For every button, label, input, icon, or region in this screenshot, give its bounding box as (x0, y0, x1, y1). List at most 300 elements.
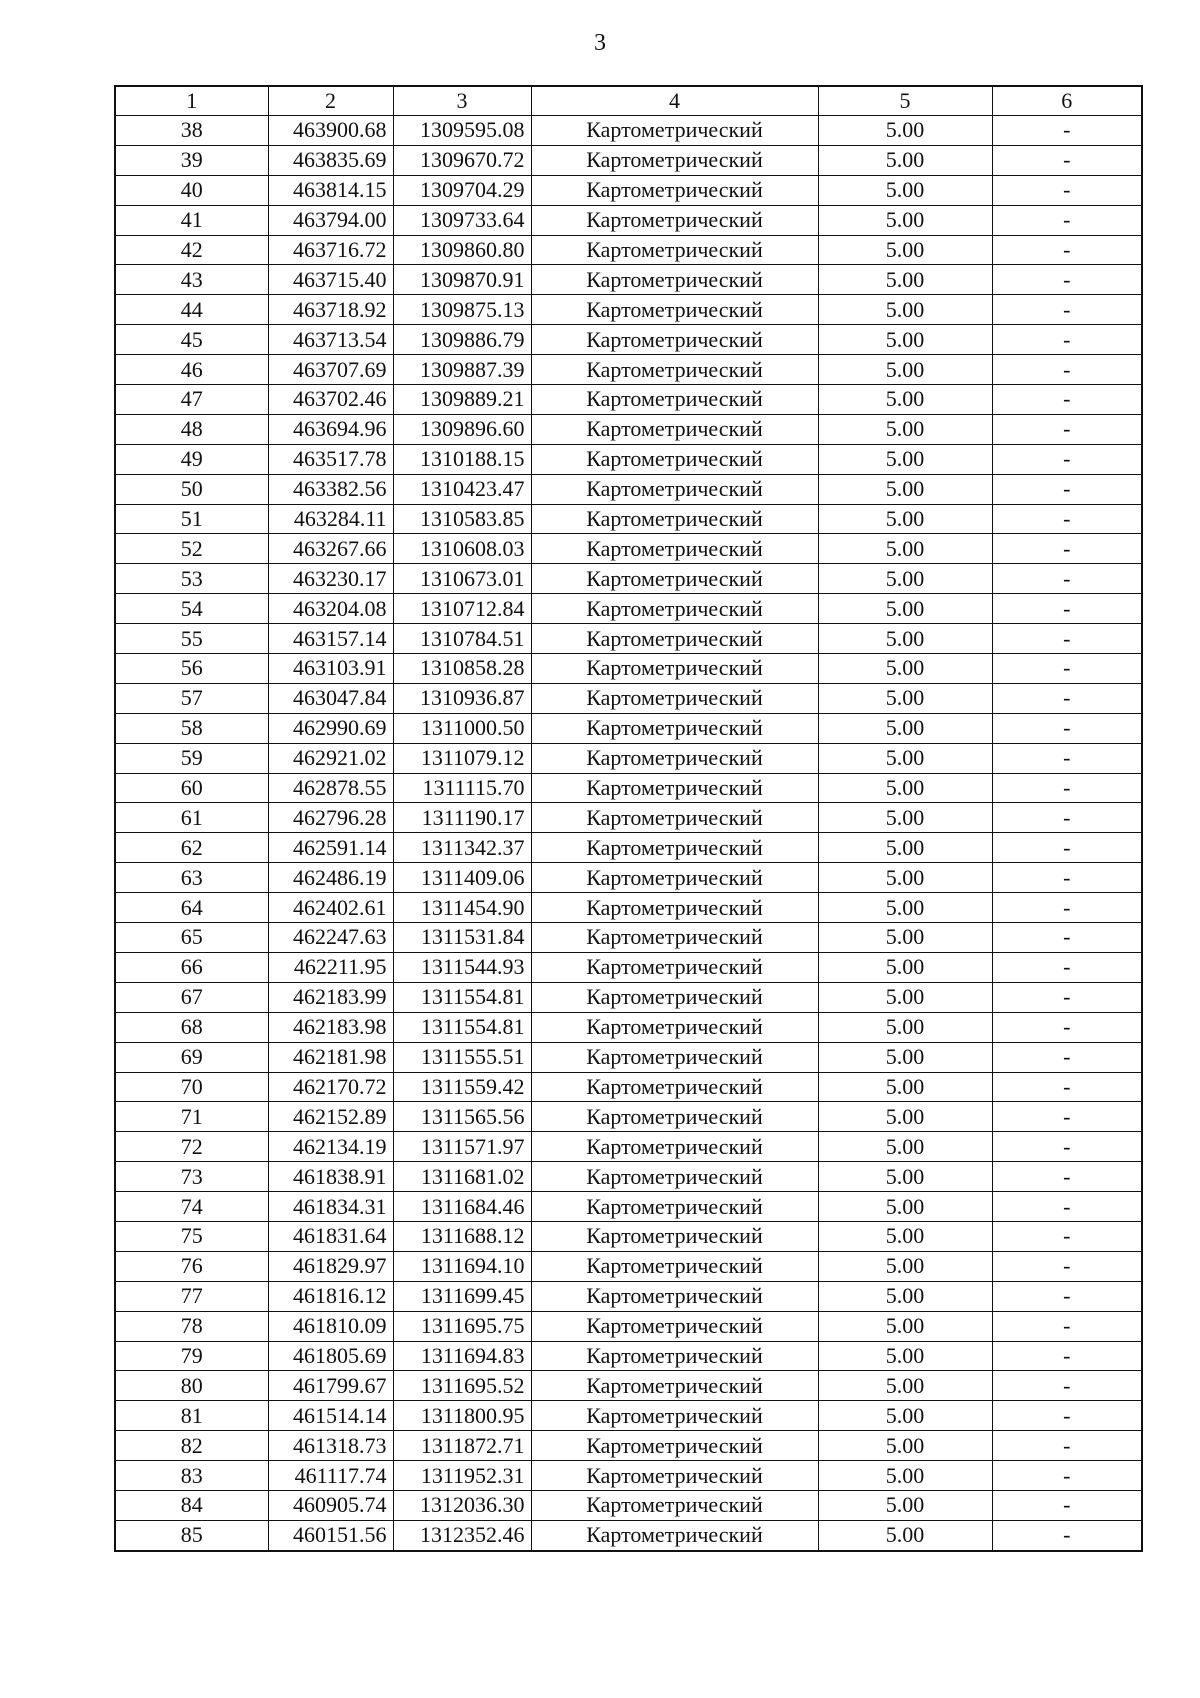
cell-x-coordinate: 463718.92 (268, 295, 393, 325)
cell-x-coordinate: 462134.19 (268, 1132, 393, 1162)
table-row (115, 1490, 1142, 1520)
cell-note: - (992, 1311, 1142, 1341)
table-row (115, 295, 1142, 325)
cell-x-coordinate: 463382.56 (268, 474, 393, 504)
cell-method: Картометрический (531, 1311, 818, 1341)
cell-y-coordinate: 1311694.10 (393, 1251, 531, 1281)
cell-method: Картометрический (531, 1012, 818, 1042)
cell-y-coordinate: 1309889.21 (393, 385, 531, 415)
cell-note: - (992, 773, 1142, 803)
table-row (115, 265, 1142, 295)
cell-method: Картометрический (531, 1520, 818, 1550)
cell-method: Картометрический (531, 414, 818, 444)
cell-point-number: 56 (115, 654, 268, 684)
cell-accuracy: 5.00 (818, 1401, 992, 1431)
cell-y-coordinate: 1311000.50 (393, 713, 531, 743)
cell-y-coordinate: 1311342.37 (393, 833, 531, 863)
cell-note: - (992, 265, 1142, 295)
cell-y-coordinate: 1311554.81 (393, 1012, 531, 1042)
cell-method: Картометрический (531, 713, 818, 743)
cell-accuracy: 5.00 (818, 594, 992, 624)
cell-point-number: 77 (115, 1281, 268, 1311)
cell-y-coordinate: 1311800.95 (393, 1401, 531, 1431)
cell-y-coordinate: 1311695.75 (393, 1311, 531, 1341)
cell-method: Картометрический (531, 683, 818, 713)
cell-method: Картометрический (531, 833, 818, 863)
cell-accuracy: 5.00 (818, 833, 992, 863)
cell-method: Картометрический (531, 923, 818, 953)
table-row (115, 355, 1142, 385)
cell-note: - (992, 1371, 1142, 1401)
cell-point-number: 45 (115, 325, 268, 355)
cell-accuracy: 5.00 (818, 175, 992, 205)
cell-note: - (992, 414, 1142, 444)
cell-y-coordinate: 1311681.02 (393, 1162, 531, 1192)
cell-method: Картометрический (531, 624, 818, 654)
cell-x-coordinate: 461318.73 (268, 1431, 393, 1461)
cell-y-coordinate: 1310188.15 (393, 444, 531, 474)
cell-x-coordinate: 461829.97 (268, 1251, 393, 1281)
header-row (115, 86, 1142, 116)
cell-point-number: 62 (115, 833, 268, 863)
cell-accuracy: 5.00 (818, 952, 992, 982)
cell-point-number: 47 (115, 385, 268, 415)
cell-x-coordinate: 462990.69 (268, 713, 393, 743)
table-row (115, 952, 1142, 982)
cell-point-number: 42 (115, 235, 268, 265)
cell-point-number: 39 (115, 145, 268, 175)
cell-method: Картометрический (531, 893, 818, 923)
cell-accuracy: 5.00 (818, 1162, 992, 1192)
cell-note: - (992, 385, 1142, 415)
cell-accuracy: 5.00 (818, 1132, 992, 1162)
cell-note: - (992, 1341, 1142, 1371)
cell-method: Картометрический (531, 1192, 818, 1222)
cell-x-coordinate: 463267.66 (268, 534, 393, 564)
table-row (115, 654, 1142, 684)
cell-y-coordinate: 1311872.71 (393, 1431, 531, 1461)
cell-point-number: 43 (115, 265, 268, 295)
cell-method: Картометрический (531, 1371, 818, 1401)
cell-x-coordinate: 461838.91 (268, 1162, 393, 1192)
cell-y-coordinate: 1310936.87 (393, 683, 531, 713)
cell-note: - (992, 833, 1142, 863)
cell-note: - (992, 1072, 1142, 1102)
cell-accuracy: 5.00 (818, 235, 992, 265)
cell-x-coordinate: 463103.91 (268, 654, 393, 684)
cell-point-number: 61 (115, 803, 268, 833)
cell-accuracy: 5.00 (818, 624, 992, 654)
cell-point-number: 53 (115, 564, 268, 594)
table-row (115, 504, 1142, 534)
cell-note: - (992, 1102, 1142, 1132)
table-row (115, 1431, 1142, 1461)
cell-note: - (992, 624, 1142, 654)
cell-note: - (992, 116, 1142, 146)
cell-note: - (992, 205, 1142, 235)
page-number: 3 (594, 30, 606, 56)
cell-point-number: 80 (115, 1371, 268, 1401)
table-row (115, 1012, 1142, 1042)
cell-accuracy: 5.00 (818, 205, 992, 235)
table-row (115, 893, 1142, 923)
cell-y-coordinate: 1311555.51 (393, 1042, 531, 1072)
cell-method: Картометрический (531, 773, 818, 803)
cell-method: Картометрический (531, 295, 818, 325)
table-row (115, 1281, 1142, 1311)
cell-accuracy: 5.00 (818, 534, 992, 564)
cell-x-coordinate: 460151.56 (268, 1520, 393, 1550)
table-body (115, 116, 1142, 1551)
cell-note: - (992, 1132, 1142, 1162)
table-row (115, 385, 1142, 415)
cell-note: - (992, 1042, 1142, 1072)
cell-method: Картометрический (531, 743, 818, 773)
cell-note: - (992, 444, 1142, 474)
cell-accuracy: 5.00 (818, 893, 992, 923)
column-header-5: 5 (818, 86, 992, 116)
cell-x-coordinate: 463702.46 (268, 385, 393, 415)
cell-point-number: 59 (115, 743, 268, 773)
cell-point-number: 46 (115, 355, 268, 385)
cell-x-coordinate: 462921.02 (268, 743, 393, 773)
cell-method: Картометрический (531, 1431, 818, 1461)
cell-point-number: 65 (115, 923, 268, 953)
cell-y-coordinate: 1309875.13 (393, 295, 531, 325)
table-row (115, 803, 1142, 833)
column-header-6: 6 (992, 86, 1142, 116)
cell-method: Картометрический (531, 444, 818, 474)
cell-note: - (992, 803, 1142, 833)
cell-method: Картометрический (531, 474, 818, 504)
cell-x-coordinate: 463794.00 (268, 205, 393, 235)
cell-point-number: 41 (115, 205, 268, 235)
cell-point-number: 49 (115, 444, 268, 474)
cell-method: Картометрический (531, 654, 818, 684)
cell-x-coordinate: 462183.99 (268, 982, 393, 1012)
cell-y-coordinate: 1309595.08 (393, 116, 531, 146)
cell-point-number: 66 (115, 952, 268, 982)
cell-x-coordinate: 463713.54 (268, 325, 393, 355)
cell-point-number: 81 (115, 1401, 268, 1431)
cell-accuracy: 5.00 (818, 1490, 992, 1520)
cell-point-number: 54 (115, 594, 268, 624)
column-header-3: 3 (393, 86, 531, 116)
cell-accuracy: 5.00 (818, 1461, 992, 1491)
cell-y-coordinate: 1309860.80 (393, 235, 531, 265)
cell-method: Картометрический (531, 355, 818, 385)
cell-accuracy: 5.00 (818, 1221, 992, 1251)
cell-accuracy: 5.00 (818, 1072, 992, 1102)
cell-accuracy: 5.00 (818, 803, 992, 833)
cell-x-coordinate: 462878.55 (268, 773, 393, 803)
cell-method: Картометрический (531, 1072, 818, 1102)
cell-point-number: 64 (115, 893, 268, 923)
cell-y-coordinate: 1311554.81 (393, 982, 531, 1012)
cell-note: - (992, 1401, 1142, 1431)
table-row (115, 474, 1142, 504)
cell-accuracy: 5.00 (818, 1371, 992, 1401)
cell-accuracy: 5.00 (818, 1192, 992, 1222)
cell-point-number: 51 (115, 504, 268, 534)
cell-point-number: 67 (115, 982, 268, 1012)
cell-method: Картометрический (531, 1132, 818, 1162)
cell-method: Картометрический (531, 205, 818, 235)
cell-y-coordinate: 1309887.39 (393, 355, 531, 385)
cell-accuracy: 5.00 (818, 743, 992, 773)
cell-point-number: 58 (115, 713, 268, 743)
cell-point-number: 69 (115, 1042, 268, 1072)
cell-accuracy: 5.00 (818, 1431, 992, 1461)
cell-method: Картометрический (531, 1461, 818, 1491)
cell-x-coordinate: 462796.28 (268, 803, 393, 833)
cell-note: - (992, 1192, 1142, 1222)
table-header (115, 86, 1142, 116)
cell-y-coordinate: 1309886.79 (393, 325, 531, 355)
cell-note: - (992, 325, 1142, 355)
cell-y-coordinate: 1309896.60 (393, 414, 531, 444)
cell-accuracy: 5.00 (818, 1341, 992, 1371)
table-row (115, 1132, 1142, 1162)
cell-y-coordinate: 1311684.46 (393, 1192, 531, 1222)
cell-x-coordinate: 462211.95 (268, 952, 393, 982)
cell-note: - (992, 743, 1142, 773)
cell-note: - (992, 474, 1142, 504)
cell-accuracy: 5.00 (818, 265, 992, 295)
cell-x-coordinate: 461831.64 (268, 1221, 393, 1251)
cell-y-coordinate: 1310423.47 (393, 474, 531, 504)
cell-method: Картометрический (531, 175, 818, 205)
table-row (115, 594, 1142, 624)
table-row (115, 175, 1142, 205)
cell-point-number: 73 (115, 1162, 268, 1192)
table-row (115, 1221, 1142, 1251)
cell-accuracy: 5.00 (818, 474, 992, 504)
cell-y-coordinate: 1310583.85 (393, 504, 531, 534)
table-row (115, 1341, 1142, 1371)
cell-accuracy: 5.00 (818, 1012, 992, 1042)
cell-accuracy: 5.00 (818, 355, 992, 385)
cell-x-coordinate: 461834.31 (268, 1192, 393, 1222)
cell-note: - (992, 295, 1142, 325)
cell-accuracy: 5.00 (818, 982, 992, 1012)
table-row (115, 1102, 1142, 1132)
table-row (115, 1371, 1142, 1401)
cell-note: - (992, 982, 1142, 1012)
table-row (115, 116, 1142, 146)
cell-point-number: 63 (115, 863, 268, 893)
cell-accuracy: 5.00 (818, 863, 992, 893)
cell-note: - (992, 923, 1142, 953)
table-row (115, 683, 1142, 713)
table-row (115, 863, 1142, 893)
cell-note: - (992, 235, 1142, 265)
cell-method: Картометрический (531, 265, 818, 295)
cell-note: - (992, 1461, 1142, 1491)
cell-x-coordinate: 462247.63 (268, 923, 393, 953)
cell-y-coordinate: 1311571.97 (393, 1132, 531, 1162)
column-header-4: 4 (531, 86, 818, 116)
cell-method: Картометрический (531, 534, 818, 564)
cell-method: Картометрический (531, 594, 818, 624)
cell-note: - (992, 1012, 1142, 1042)
table-row (115, 743, 1142, 773)
cell-accuracy: 5.00 (818, 504, 992, 534)
cell-note: - (992, 1251, 1142, 1281)
table-row (115, 982, 1142, 1012)
table-row (115, 1072, 1142, 1102)
table-row (115, 713, 1142, 743)
table-row (115, 1311, 1142, 1341)
table-row (115, 833, 1142, 863)
cell-x-coordinate: 461117.74 (268, 1461, 393, 1491)
cell-method: Картометрический (531, 564, 818, 594)
cell-x-coordinate: 463284.11 (268, 504, 393, 534)
cell-note: - (992, 683, 1142, 713)
cell-x-coordinate: 461799.67 (268, 1371, 393, 1401)
cell-x-coordinate: 463814.15 (268, 175, 393, 205)
cell-accuracy: 5.00 (818, 295, 992, 325)
cell-x-coordinate: 462486.19 (268, 863, 393, 893)
cell-x-coordinate: 462152.89 (268, 1102, 393, 1132)
table-row (115, 1520, 1142, 1550)
cell-x-coordinate: 461514.14 (268, 1401, 393, 1431)
cell-method: Картометрический (531, 1162, 818, 1192)
cell-y-coordinate: 1311544.93 (393, 952, 531, 982)
cell-y-coordinate: 1311688.12 (393, 1221, 531, 1251)
column-header-2: 2 (268, 86, 393, 116)
cell-y-coordinate: 1311694.83 (393, 1341, 531, 1371)
cell-point-number: 79 (115, 1341, 268, 1371)
table-row (115, 1401, 1142, 1431)
cell-accuracy: 5.00 (818, 385, 992, 415)
cell-x-coordinate: 461810.09 (268, 1311, 393, 1341)
cell-point-number: 40 (115, 175, 268, 205)
cell-accuracy: 5.00 (818, 564, 992, 594)
cell-accuracy: 5.00 (818, 1102, 992, 1132)
cell-x-coordinate: 463835.69 (268, 145, 393, 175)
cell-note: - (992, 504, 1142, 534)
cell-point-number: 57 (115, 683, 268, 713)
cell-x-coordinate: 463715.40 (268, 265, 393, 295)
cell-y-coordinate: 1310858.28 (393, 654, 531, 684)
cell-x-coordinate: 463694.96 (268, 414, 393, 444)
cell-note: - (992, 713, 1142, 743)
cell-note: - (992, 355, 1142, 385)
cell-y-coordinate: 1310608.03 (393, 534, 531, 564)
table-row (115, 1461, 1142, 1491)
cell-accuracy: 5.00 (818, 654, 992, 684)
cell-accuracy: 5.00 (818, 1311, 992, 1341)
cell-accuracy: 5.00 (818, 414, 992, 444)
cell-point-number: 38 (115, 116, 268, 146)
cell-accuracy: 5.00 (818, 1520, 992, 1550)
cell-accuracy: 5.00 (818, 683, 992, 713)
cell-y-coordinate: 1311454.90 (393, 893, 531, 923)
cell-x-coordinate: 461816.12 (268, 1281, 393, 1311)
cell-accuracy: 5.00 (818, 713, 992, 743)
cell-point-number: 78 (115, 1311, 268, 1341)
cell-x-coordinate: 460905.74 (268, 1490, 393, 1520)
cell-accuracy: 5.00 (818, 1042, 992, 1072)
cell-method: Картометрический (531, 863, 818, 893)
cell-accuracy: 5.00 (818, 145, 992, 175)
cell-point-number: 60 (115, 773, 268, 803)
cell-note: - (992, 1281, 1142, 1311)
cell-method: Картометрический (531, 1281, 818, 1311)
cell-x-coordinate: 463900.68 (268, 116, 393, 146)
table-row (115, 923, 1142, 953)
table-row (115, 534, 1142, 564)
cell-note: - (992, 952, 1142, 982)
cell-point-number: 84 (115, 1490, 268, 1520)
cell-x-coordinate: 462591.14 (268, 833, 393, 863)
cell-method: Картометрический (531, 982, 818, 1012)
cell-point-number: 55 (115, 624, 268, 654)
cell-point-number: 82 (115, 1431, 268, 1461)
table-row (115, 773, 1142, 803)
cell-note: - (992, 534, 1142, 564)
cell-method: Картометрический (531, 1221, 818, 1251)
table-row (115, 444, 1142, 474)
cell-method: Картометрический (531, 1490, 818, 1520)
cell-x-coordinate: 463230.17 (268, 564, 393, 594)
table-row (115, 205, 1142, 235)
cell-y-coordinate: 1311079.12 (393, 743, 531, 773)
table-row (115, 1042, 1142, 1072)
cell-note: - (992, 1520, 1142, 1550)
cell-note: - (992, 564, 1142, 594)
coordinates-table (114, 85, 1143, 1552)
cell-y-coordinate: 1311565.56 (393, 1102, 531, 1132)
cell-y-coordinate: 1311559.42 (393, 1072, 531, 1102)
cell-y-coordinate: 1311952.31 (393, 1461, 531, 1491)
table-row (115, 145, 1142, 175)
table-row (115, 1192, 1142, 1222)
cell-point-number: 83 (115, 1461, 268, 1491)
cell-note: - (992, 1221, 1142, 1251)
cell-accuracy: 5.00 (818, 444, 992, 474)
cell-x-coordinate: 461805.69 (268, 1341, 393, 1371)
cell-point-number: 71 (115, 1102, 268, 1132)
cell-accuracy: 5.00 (818, 1251, 992, 1281)
cell-y-coordinate: 1311190.17 (393, 803, 531, 833)
cell-point-number: 74 (115, 1192, 268, 1222)
cell-method: Картометрический (531, 145, 818, 175)
cell-accuracy: 5.00 (818, 325, 992, 355)
cell-method: Картометрический (531, 504, 818, 534)
cell-point-number: 72 (115, 1132, 268, 1162)
cell-method: Картометрический (531, 1341, 818, 1371)
cell-x-coordinate: 463047.84 (268, 683, 393, 713)
table-row (115, 414, 1142, 444)
cell-method: Картометрический (531, 1251, 818, 1281)
cell-x-coordinate: 463707.69 (268, 355, 393, 385)
cell-y-coordinate: 1309704.29 (393, 175, 531, 205)
cell-note: - (992, 654, 1142, 684)
cell-method: Картометрический (531, 803, 818, 833)
cell-method: Картометрический (531, 1042, 818, 1072)
cell-point-number: 70 (115, 1072, 268, 1102)
cell-y-coordinate: 1309870.91 (393, 265, 531, 295)
cell-y-coordinate: 1310784.51 (393, 624, 531, 654)
cell-accuracy: 5.00 (818, 923, 992, 953)
cell-y-coordinate: 1310673.01 (393, 564, 531, 594)
cell-y-coordinate: 1311695.52 (393, 1371, 531, 1401)
cell-y-coordinate: 1311115.70 (393, 773, 531, 803)
cell-y-coordinate: 1312352.46 (393, 1520, 531, 1550)
cell-method: Картометрический (531, 116, 818, 146)
